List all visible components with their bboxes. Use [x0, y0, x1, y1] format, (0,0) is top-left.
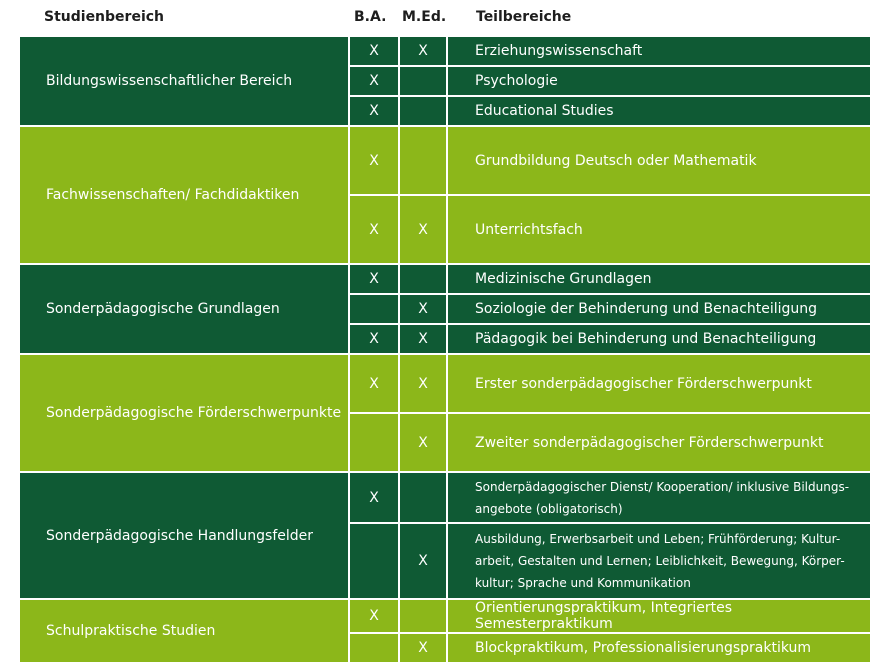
med-mark	[399, 472, 447, 523]
med-mark: X	[399, 294, 447, 324]
ba-mark: X	[349, 354, 399, 413]
sub-area-line: kultur; Sprache und Kommunikation	[475, 576, 691, 590]
header-med: M.Ed.	[402, 9, 447, 25]
sub-area-cell	[447, 472, 871, 523]
sub-area-cell: Psychologie	[447, 66, 871, 96]
ba-mark: X	[349, 472, 399, 523]
header-studienbereich: Studienbereich	[44, 9, 165, 25]
ba-mark: X	[349, 195, 399, 264]
sub-area-cell: Soziologie der Behinderung und Benachteiligung	[447, 294, 871, 324]
sub-area-line: angebote (obligatorisch)	[475, 501, 623, 516]
med-mark	[399, 264, 447, 294]
ba-mark	[349, 633, 399, 663]
sub-area-line: Ausbildung, Erwerbsarbeit und Leben; Frühförderung; Kultur-	[475, 532, 841, 546]
sub-area-cell: Orientierungspraktikum, Integriertes Semesterpraktikum	[447, 599, 871, 633]
ba-mark: X	[349, 66, 399, 96]
sub-area-cell: Medizinische Grundlagen	[447, 264, 871, 294]
med-mark: X	[399, 36, 447, 66]
area-cell: Fachwissenschaften/ Fachdidaktiken	[19, 126, 349, 264]
header-teilbereiche: Teilbereiche	[476, 9, 572, 25]
area-cell: Sonderpädagogische Förderschwerpunkte	[19, 354, 349, 472]
area-cell: Schulpraktische Studien	[19, 599, 349, 663]
table-row	[19, 354, 871, 413]
ba-mark	[349, 413, 399, 472]
sub-area-cell: Blockpraktikum, Professionalisierungspraktikum	[447, 633, 871, 663]
ba-mark: X	[349, 36, 399, 66]
med-mark: X	[399, 195, 447, 264]
ba-mark: X	[349, 324, 399, 354]
area-cell: Bildungswissenschaftlicher Bereich	[19, 36, 349, 126]
med-mark: X	[399, 324, 447, 354]
med-mark: X	[399, 523, 447, 599]
sub-area-line: Sonderpädagogischer Dienst/ Kooperation/ inklusive Bildungs-	[475, 479, 850, 494]
ba-mark: X	[349, 126, 399, 195]
sub-area-cell	[447, 523, 871, 599]
ba-mark: X	[349, 96, 399, 126]
med-mark: X	[399, 413, 447, 472]
med-mark: X	[399, 633, 447, 663]
ba-mark: X	[349, 264, 399, 294]
area-cell: Sonderpädagogische Handlungsfelder	[19, 472, 349, 599]
header-ba: B.A.	[354, 9, 387, 25]
sub-area-cell: Zweiter sonderpädagogischer Förderschwerpunkt	[447, 413, 871, 472]
table-row	[19, 126, 871, 195]
sub-area-cell: Educational Studies	[447, 96, 871, 126]
sub-area-cell: Erziehungswissenschaft	[447, 36, 871, 66]
table-row	[19, 264, 871, 294]
sub-area-cell: Grundbildung Deutsch oder Mathematik	[447, 126, 871, 195]
ba-mark	[349, 523, 399, 599]
table-row	[19, 599, 871, 633]
ba-mark: X	[349, 599, 399, 633]
med-mark	[399, 96, 447, 126]
study-areas-table	[18, 35, 872, 664]
sub-area-cell: Erster sonderpädagogischer Förderschwerpunkt	[447, 354, 871, 413]
ba-mark	[349, 294, 399, 324]
med-mark	[399, 599, 447, 633]
med-mark	[399, 66, 447, 96]
med-mark	[399, 126, 447, 195]
sub-area-line: arbeit, Gestalten und Lernen; Leiblichkeit, Bewegung, Körper-	[475, 554, 845, 568]
med-mark: X	[399, 354, 447, 413]
area-cell: Sonderpädagogische Grundlagen	[19, 264, 349, 354]
table-row	[19, 36, 871, 66]
sub-area-cell: Pädagogik bei Behinderung und Benachteiligung	[447, 324, 871, 354]
sub-area-cell: Unterrichtsfach	[447, 195, 871, 264]
table-header	[0, 0, 885, 35]
table-row	[19, 472, 871, 523]
